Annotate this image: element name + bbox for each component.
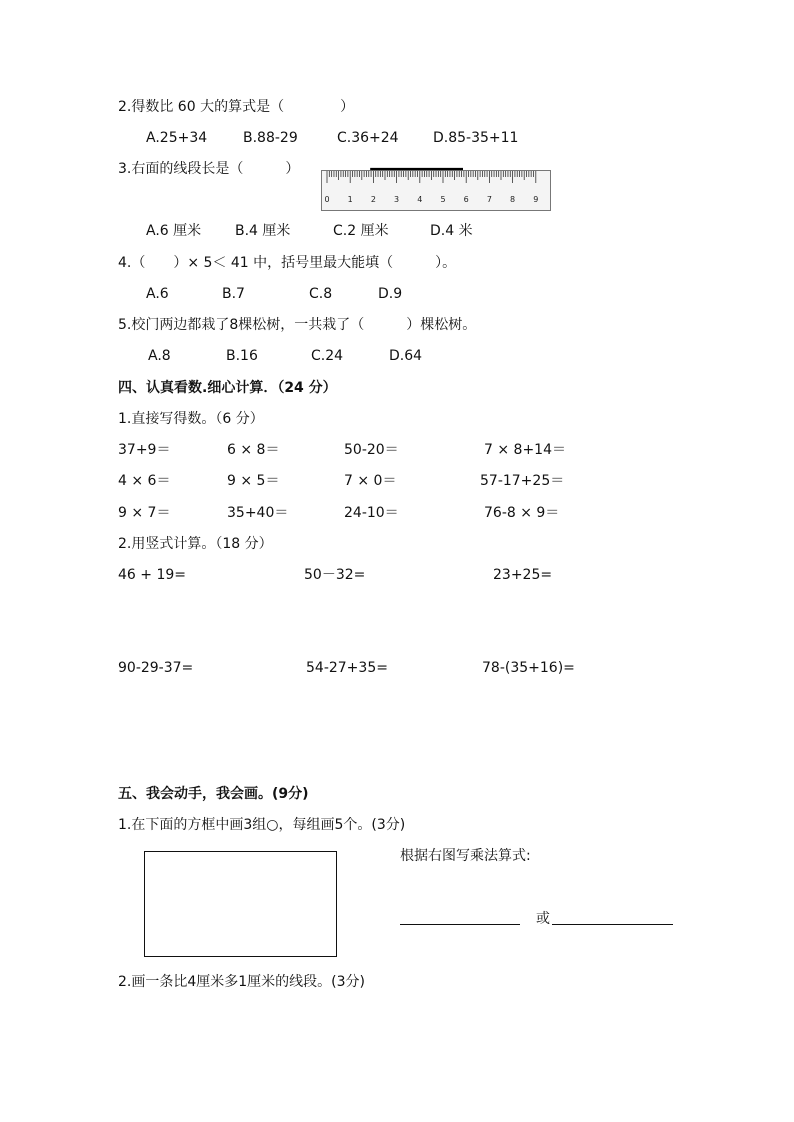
oral-item: 4 × 6＝ (118, 473, 171, 489)
oral-item: 9 × 5＝ (227, 473, 280, 489)
q4-option-c[interactable]: C.8 (309, 286, 333, 302)
vertical-item: 90-29-37= (118, 660, 194, 676)
q3-option-b[interactable]: B.4 厘米 (235, 223, 291, 239)
section5-title: 五、我会动手，我会画。(9分) (118, 786, 309, 802)
oral-item: 24-10＝ (344, 505, 399, 521)
oral-item: 50-20＝ (344, 442, 399, 458)
q4-stem: 4.（ ）× 5＜ 41 中，括号里最大能填（ ）。 (118, 255, 457, 271)
q2-option-a[interactable]: A.25+34 (146, 130, 208, 146)
vertical-item: 46 + 19= (118, 567, 186, 583)
ruler-number: 6 (463, 195, 469, 204)
q2-option-c[interactable]: C.36+24 (337, 130, 399, 146)
q2-option-d[interactable]: D.85-35+11 (433, 130, 519, 146)
q3-stem: 3.右面的线段长是（ ） (118, 161, 300, 177)
ruler-number: 2 (370, 195, 376, 204)
ruler-number: 0 (324, 195, 330, 204)
vertical-item: 78-(35+16)= (482, 660, 575, 676)
oral-item: 9 × 7＝ (118, 505, 171, 521)
q2-option-b[interactable]: B.88-29 (243, 130, 298, 146)
oral-item: 76-8 × 9＝ (484, 505, 560, 521)
drawing-box[interactable] (144, 851, 337, 957)
ruler-number: 7 (486, 195, 492, 204)
oral-item: 7 × 8+14＝ (484, 442, 566, 458)
q5-option-c[interactable]: C.24 (311, 348, 344, 364)
q3-option-d[interactable]: D.4 米 (430, 223, 473, 239)
section4-part1-title: 1.直接写得数。（6 分） (118, 411, 264, 427)
ruler-image (321, 166, 551, 212)
oral-item: 37+9＝ (118, 442, 171, 458)
q4-option-b[interactable]: B.7 (222, 286, 245, 302)
ruler-number: 8 (510, 195, 516, 204)
section5-q2-stem: 2.画一条比4厘米多1厘米的线段。(3分) (118, 974, 366, 990)
q5-option-b[interactable]: B.16 (226, 348, 258, 364)
q5-option-a[interactable]: A.8 (148, 348, 171, 364)
ruler-number: 5 (440, 195, 446, 204)
ruler-number: 9 (533, 195, 539, 204)
oral-item: 35+40＝ (227, 505, 289, 521)
ruler-number: 1 (347, 195, 353, 204)
q4-option-d[interactable]: D.9 (378, 286, 403, 302)
ruler-number: 3 (394, 195, 400, 204)
q3-option-c[interactable]: C.2 厘米 (333, 223, 389, 239)
section4-title: 四、认真看数.细心计算．（24 分） (118, 380, 337, 396)
answer-line-2[interactable] (552, 924, 673, 925)
q2-stem: 2.得数比 60 大的算式是（ ） (118, 99, 355, 115)
q5-option-d[interactable]: D.64 (389, 348, 423, 364)
oral-item: 6 × 8＝ (227, 442, 280, 458)
oral-item: 7 × 0＝ (344, 473, 397, 489)
q3-option-a[interactable]: A.6 厘米 (146, 223, 202, 239)
q4-option-a[interactable]: A.6 (146, 286, 169, 302)
section5-q1-side-text: 根据右图写乘法算式: (400, 848, 531, 864)
vertical-item: 50－32= (304, 567, 366, 583)
ruler-number: 4 (417, 195, 423, 204)
section4-part2-title: 2.用竖式计算。（18 分） (118, 536, 273, 552)
section5-q1-stem: 1.在下面的方框中画3组○，每组画5个。(3分) (118, 817, 406, 833)
vertical-item: 54-27+35= (306, 660, 388, 676)
or-label: 或 (536, 911, 550, 927)
oral-item: 57-17+25＝ (480, 473, 565, 489)
vertical-item: 23+25= (493, 567, 553, 583)
answer-line-1[interactable] (400, 924, 520, 925)
q5-stem: 5.校门两边都栽了8棵松树，一共栽了（ ）棵松树。 (118, 317, 477, 333)
